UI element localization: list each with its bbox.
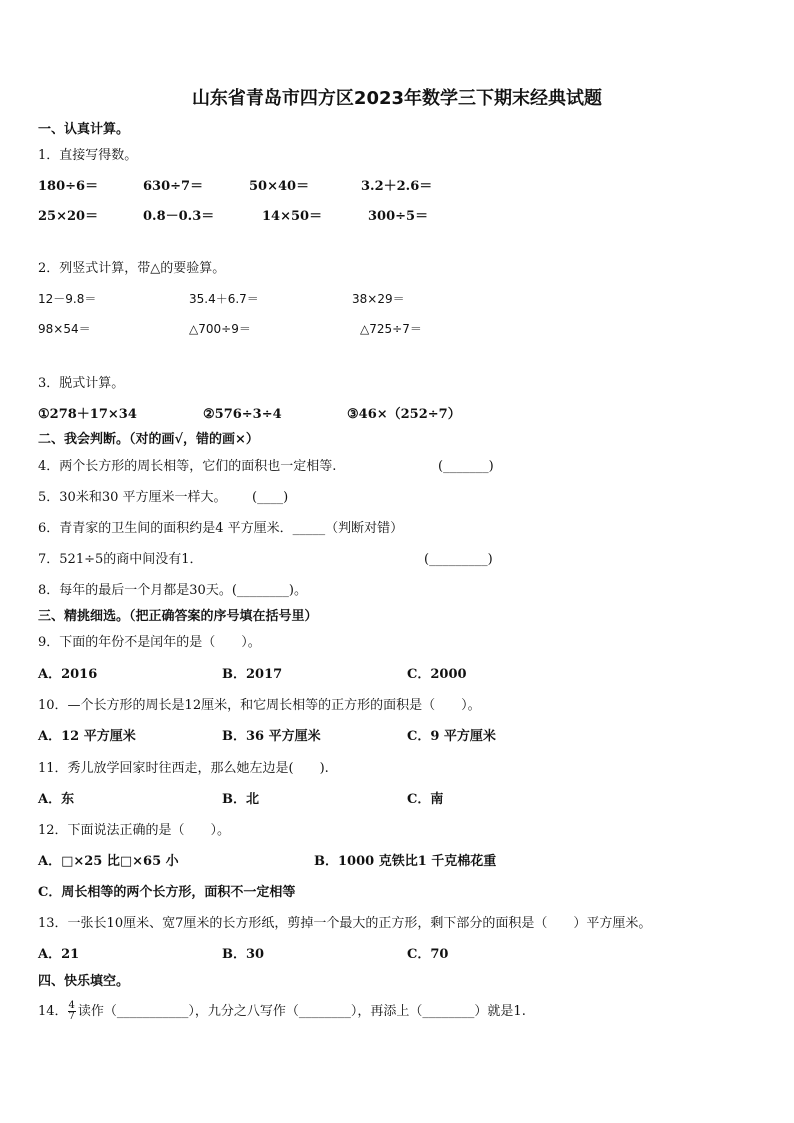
q5-text: 5．30米和30 平方厘米一样大。: [38, 490, 227, 505]
q7-text: 7．521÷5的商中间没有1．: [38, 552, 203, 567]
q13-option-b[interactable]: B．30: [222, 947, 265, 962]
q13-option-a[interactable]: A．21: [38, 947, 80, 962]
q1-item: 300÷5＝: [368, 209, 429, 224]
q9-option-b[interactable]: B．2017: [222, 667, 283, 682]
q14-prefix: 14．: [38, 1004, 68, 1019]
q2-item: △725÷7＝: [360, 322, 422, 336]
section-1-heading: 一、认真计算。: [38, 122, 130, 137]
q12-option-b[interactable]: B．1000 克铁比1 千克棉花重: [314, 854, 497, 869]
q9-option-c[interactable]: C．2000: [407, 667, 467, 682]
q4-text: 4．两个长方形的周长相等，它们的面积也一定相等.: [38, 459, 337, 474]
q1-item: 3.2＋2.6＝: [361, 179, 433, 194]
q3-item: ①278＋17×34: [38, 407, 137, 422]
q8-text: 8．每年的最后一个月都是30天。(________)。: [38, 583, 307, 598]
q1-label: 1．直接写得数。: [38, 148, 138, 163]
q1-item: 0.8－0.3＝: [143, 209, 215, 224]
fraction-four-sevenths: [68, 1001, 76, 1022]
q14-text: 读作（___________），九分之八写作（________），再添上（________）就是1.: [77, 1004, 526, 1019]
q12-text: 12．下面说法正确的是（ ）。: [38, 823, 231, 838]
q3-item: ②576÷3÷4: [203, 407, 282, 422]
q10-option-b[interactable]: B．36 平方厘米: [222, 729, 321, 744]
q14-row: [38, 998, 526, 1026]
q5-answer-blank[interactable]: (____): [252, 490, 289, 505]
q4-answer-blank[interactable]: (_______): [438, 459, 494, 474]
q2-item: △700÷9＝: [189, 322, 251, 336]
fraction-numerator: 4: [68, 1000, 75, 1011]
section-2-heading: 二、我会判断。（对的画√，错的画×）: [38, 432, 259, 447]
q1-item: 630÷7＝: [143, 179, 204, 194]
q12-option-c[interactable]: C．周长相等的两个长方形，面积不一定相等: [38, 885, 296, 900]
q2-item: 38×29＝: [352, 292, 405, 306]
q10-text: 10．—个长方形的周长是12厘米，和它周长相等的正方形的面积是（ ）。: [38, 698, 481, 713]
q6-text: 6．青青家的卫生间的面积约是4 平方厘米．_____（判断对错）: [38, 521, 404, 536]
q1-item: 25×20＝: [38, 209, 99, 224]
q7-answer-blank[interactable]: (_________): [424, 552, 493, 567]
q11-text: 11．秀儿放学回家时往西走，那么她左边是( ).: [38, 761, 329, 776]
section-3-heading: 三、精挑细选。（把正确答案的序号填在括号里）: [38, 609, 318, 624]
page-title: 山东省青岛市四方区2023年数学三下期末经典试题: [191, 88, 603, 109]
q11-option-c[interactable]: C．南: [407, 792, 444, 807]
q1-item: 14×50＝: [262, 209, 323, 224]
q11-option-a[interactable]: A．东: [38, 792, 75, 807]
q2-item: 98×54＝: [38, 322, 91, 336]
q11-option-b[interactable]: B．北: [222, 792, 259, 807]
q2-label: 2．列竖式计算，带△的要验算。: [38, 261, 226, 276]
q9-option-a[interactable]: A．2016: [38, 667, 98, 682]
q9-text: 9．下面的年份不是闰年的是（ ）。: [38, 635, 261, 650]
fraction-denominator: 7: [68, 1011, 75, 1022]
q3-label: 3．脱式计算。: [38, 376, 125, 391]
q10-option-a[interactable]: A．12 平方厘米: [38, 729, 136, 744]
q3-item: ③46×（252÷7）: [347, 407, 461, 422]
q12-option-a[interactable]: A．□×25 比□×65 小: [38, 854, 179, 869]
q2-item: 12－9.8＝: [38, 292, 97, 306]
q2-item: 35.4＋6.7＝: [189, 292, 259, 306]
q10-option-c[interactable]: C．9 平方厘米: [407, 729, 496, 744]
section-4-heading: 四、快乐填空。: [38, 974, 130, 989]
q13-option-c[interactable]: C．70: [407, 947, 449, 962]
q13-text: 13．一张长10厘米、宽7厘米的长方形纸，剪掉一个最大的正方形，剩下部分的面积是（ ）平方厘米。: [38, 916, 652, 931]
q1-item: 180÷6＝: [38, 179, 99, 194]
q1-item: 50×40＝: [249, 179, 310, 194]
